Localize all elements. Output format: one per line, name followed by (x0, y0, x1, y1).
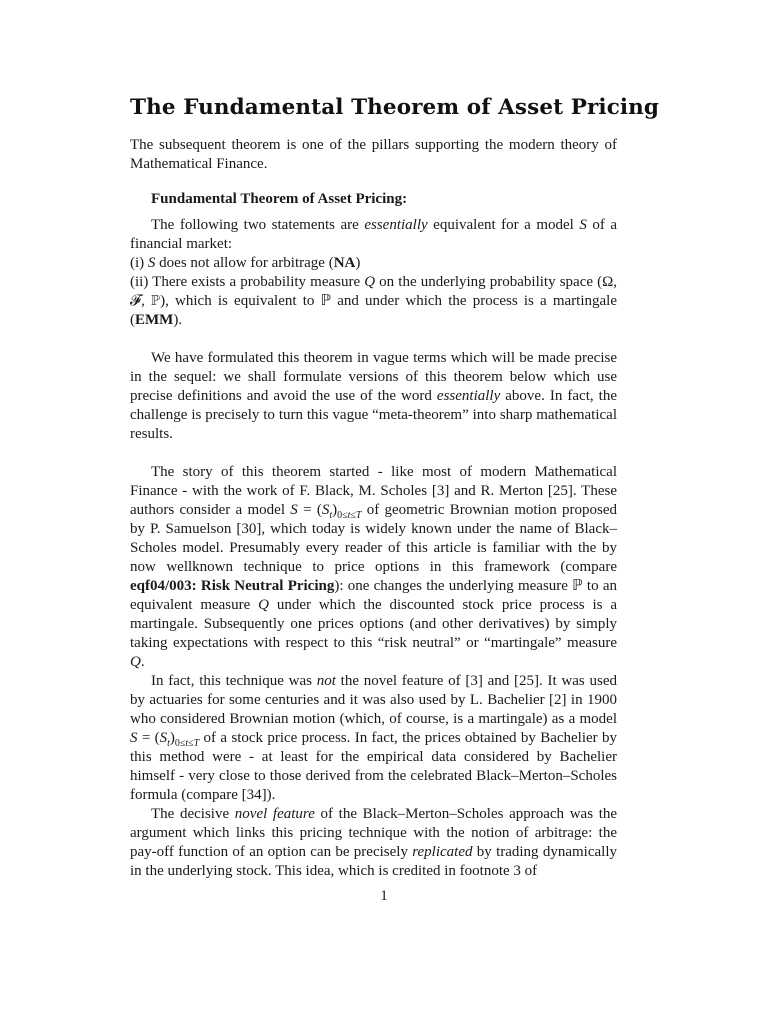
document-body (130, 136, 617, 881)
paragraph-novel-feature: The decisive novel feature of the Black–Merton–Scholes approach was the argument which links this pricing technique with the notion of arbitrage: the pay-off function of an option can be precisely replicated by trading dynamically in the underlying stock. This idea, which is credited in footnote 3 of (130, 806, 618, 879)
theorem-item-2: (ii) There exists a probability measure Q on the underlying probability space (Ω, 𝓕, ℙ), which is equivalent to ℙ and under which the process is a martingale (EMM). (130, 274, 617, 328)
paragraph-technique: In fact, this technique was not the novel feature of [3] and [25]. It was used by actuaries for some centuries and it was also used by L. Bachelier [2] in 1900 who considered Brownian motion (which, of course, is a martingale) as a model $S = (S_t)_{0\le t\le T}$ of a stock price process. In fact, the prices obtained by Bachelier by this method were - at least for the empirical data considered by Bachelier himself - very close to those derived from the celebrated Black–Merton–Scholes formula (compare [34]). (130, 673, 617, 803)
theorem-block (130, 216, 617, 330)
intro-paragraph: The subsequent theorem is one of the pillars supporting the modern theory of Mathematical Finance. (130, 137, 617, 172)
theorem-item-1: (i) S does not allow for arbitrage (NA) (130, 255, 361, 271)
theorem-heading: Fundamental Theorem of Asset Pricing: (151, 191, 408, 207)
page-number: 1 (380, 888, 388, 904)
document-title: The Fundamental Theorem of Asset Pricing (130, 95, 660, 120)
paragraph-story: The story of this theorem started - like most of modern Mathematical Finance - with the work of F. Black, M. Scholes [3] and R. Merton [25]. These authors consider a model $S = (S_t)_{0\le t\le T}$ of geometric Brownian motion proposed by P. Samuelson [30], which today is widely known under the name of Black–Scholes model. Presumably every reader of this article is familiar with the by now wellknown technique to price options in this framework (compare eqf04/003: Risk Neutral Pricing): one changes the underlying measure ℙ to an equivalent measure Q under which the discounted stock price process is a martingale. Subsequently one prices options (and other derivatives) by simply taking expectations with respect to this “risk neutral” or “martingale” measure Q. (130, 464, 617, 670)
theorem-statement: The following two statements are essentially equivalent for a model S of a financial market: (130, 217, 617, 252)
paragraph-vague-terms: We have formulated this theorem in vague terms which will be made precise in the sequel: we shall formulate versions of this theorem below which use precise definitions and avoid the use of the word essentially above. In fact, the challenge is precisely to turn this vague “meta-theorem” into sharp mathematical results. (130, 350, 617, 442)
